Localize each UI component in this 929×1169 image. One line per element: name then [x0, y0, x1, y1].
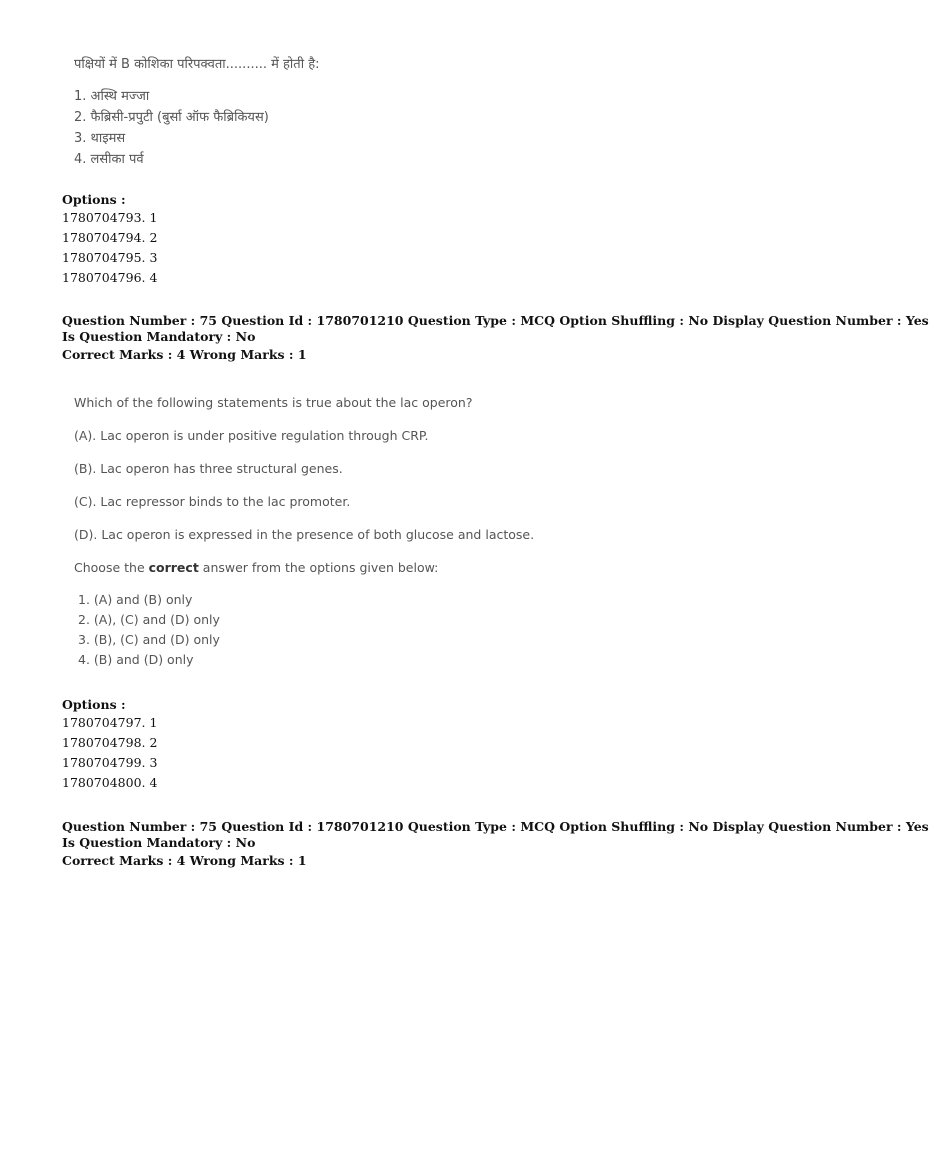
- question-stem: Which of the following statements is true about the lac operon?: [74, 395, 473, 410]
- options-list: [62, 713, 157, 793]
- question-image-hindi: [74, 54, 319, 170]
- question-marks-line: Correct Marks : 4 Wrong Marks : 1: [62, 853, 307, 868]
- option-item: 1780704797. 1: [62, 715, 158, 730]
- question-header-line: Question Number : 75 Question Id : 1780701210 Question Type : MCQ Option Shuffling : No Display Question Number : Yes: [62, 313, 929, 328]
- instruction-pre: Choose the: [74, 560, 149, 575]
- option-item: 1780704799. 3: [62, 755, 158, 770]
- question-mandatory-line: Is Question Mandatory : No: [62, 835, 256, 850]
- instruction-line: [74, 558, 534, 584]
- choice-item: 2. फैब्रिसी-प्रपुटी (बुर्सा ऑफ फैब्रिकियस): [74, 110, 269, 125]
- choice-item: 1. अस्थि मज्जा: [74, 89, 150, 104]
- options-label: Options :: [62, 697, 126, 712]
- choice-item: 3. थाइमस: [74, 131, 126, 146]
- options-list: [62, 208, 157, 288]
- question-stem: पक्षियों में B कोशिका परिपक्वता.......... में होती है:: [74, 57, 320, 72]
- option-item: 1780704794. 2: [62, 230, 158, 245]
- choice-list: [74, 86, 319, 170]
- question-mandatory-line: Is Question Mandatory : No: [62, 329, 256, 344]
- instruction-post: answer from the options given below:: [198, 560, 439, 575]
- option-item: 1780704796. 4: [62, 270, 158, 285]
- instruction-bold: correct: [148, 560, 199, 575]
- choice-item: 3. (B), (C) and (D) only: [78, 632, 220, 647]
- choice-list: [78, 590, 534, 670]
- statement-d: (D). Lac operon is expressed in the presence of both glucose and lactose.: [74, 527, 535, 542]
- question-header-line: Question Number : 75 Question Id : 1780701210 Question Type : MCQ Option Shuffling : No Display Question Number : Yes: [62, 819, 929, 834]
- option-item: 1780704800. 4: [62, 775, 158, 790]
- choice-item: 4. लसीका पर्व: [74, 152, 144, 167]
- choice-item: 1. (A) and (B) only: [78, 592, 193, 607]
- options-label: Options :: [62, 192, 126, 207]
- option-item: 1780704798. 2: [62, 735, 158, 750]
- statement-b: (B). Lac operon has three structural genes.: [74, 461, 343, 476]
- option-item: 1780704793. 1: [62, 210, 158, 225]
- option-item: 1780704795. 3: [62, 250, 158, 265]
- question-image-english: [74, 393, 534, 670]
- choice-item: 4. (B) and (D) only: [78, 652, 194, 667]
- statement-c: (C). Lac repressor binds to the lac promoter.: [74, 494, 351, 509]
- question-marks-line: Correct Marks : 4 Wrong Marks : 1: [62, 347, 307, 362]
- statement-a: (A). Lac operon is under positive regulation through CRP.: [74, 428, 429, 443]
- choice-item: 2. (A), (C) and (D) only: [78, 612, 220, 627]
